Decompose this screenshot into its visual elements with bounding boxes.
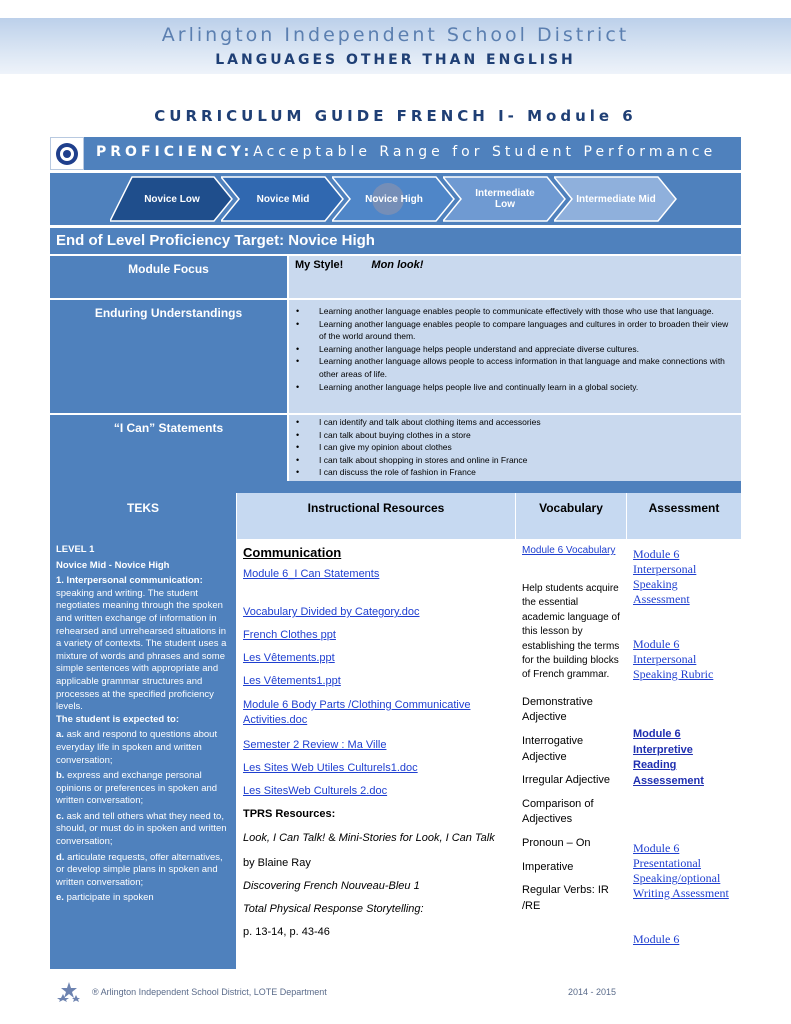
tprs-book-title: Mini-Stories for Look, I Can Talk: [338, 832, 495, 844]
tprs-amp: &: [325, 832, 339, 844]
department-title: LANGUAGES OTHER THAN ENGLISH: [215, 52, 576, 68]
resources-header: Instructional Resources: [237, 493, 515, 539]
assessment-column: [627, 539, 741, 969]
i-can-statements-link[interactable]: Module 6_I Can Statements: [243, 568, 380, 580]
module-focus-english: My Style!: [295, 259, 344, 271]
resource-link[interactable]: Module 6 Body Parts /Clothing Communicative Activities.doc: [243, 699, 471, 726]
list-item: • Learning another language enables people to compare languages and cultures in order to broaden their view of the world around them.: [319, 318, 733, 343]
end-of-level-target: End of Level Proficiency Target: Novice High: [50, 228, 741, 254]
footer-year: 2014 - 2015: [568, 987, 617, 997]
teks-item: [56, 729, 230, 767]
teks-item-letter: b.: [56, 770, 65, 782]
teks-item-text: articulate requests, offer alternatives, or develop simple plans in spoken and written conversation;: [56, 851, 223, 888]
i-can-row: [50, 415, 741, 481]
list-item: • Learning another language helps people live and continually learn in a global society.: [319, 381, 733, 394]
list-item: • Learning another language helps people understand and appreciate diverse cultures.: [319, 343, 733, 356]
resource-link[interactable]: Les Sites Web Utiles Culturels1.doc: [243, 762, 418, 774]
teks-level: LEVEL 1: [56, 544, 95, 555]
guide-title: CURRICULUM GUIDE FRENCH I- Module 6: [154, 107, 637, 125]
proficiency-text: [96, 144, 716, 160]
tprs-book-2: Discovering French Nouveau-Bleu 1: [243, 880, 420, 892]
vocabulary-description: Help students acquire the essential academic language of this lesson by establishing the terms for the building blocks of French grammar.: [522, 583, 620, 681]
teks-item-text: ask and tell others what they need to, should, or must do in spoken and written conversation;: [56, 810, 227, 848]
resource-link[interactable]: Les Vêtements.ppt: [243, 652, 335, 664]
list-item: • I can talk about buying clothes in a store: [319, 429, 733, 442]
level-intermediate-low: [443, 173, 567, 225]
footer: [56, 980, 746, 1010]
district-title: Arlington Independent School District: [161, 24, 630, 46]
footer-copyright: ® Arlington Independent School District, LOTE Department: [92, 987, 327, 997]
enduring-understandings-row: [50, 300, 741, 413]
assessment-link[interactable]: Module 6 Presentational Speaking/optional Writing Assessment: [633, 841, 729, 901]
resource-link[interactable]: Semester 2 Review : Ma Ville: [243, 739, 387, 751]
vocabulary-link[interactable]: Module 6 Vocabulary: [522, 545, 616, 556]
resource-link[interactable]: Vocabulary Divided by Category.doc: [243, 606, 420, 618]
level-novice-high: [332, 173, 456, 225]
level-label: Intermediate Low: [475, 188, 535, 210]
list-item: • I can talk about shopping in stores and online in France: [319, 454, 733, 467]
vocabulary-header: Vocabulary: [516, 493, 626, 539]
i-can-label: “I Can” Statements: [50, 415, 287, 481]
section-divider: [50, 481, 741, 493]
tprs-book-title: Look, I Can Talk!: [243, 832, 326, 844]
teks-column: [50, 539, 236, 969]
vocabulary-term: Regular Verbs: IR /RE: [522, 884, 609, 912]
level-novice-low: [110, 173, 234, 225]
enduring-understandings-label: Enduring Understandings: [50, 300, 287, 413]
proficiency-levels: [50, 173, 741, 225]
tprs-heading: TPRS Resources:: [243, 808, 336, 820]
resource-link[interactable]: French Clothes ppt: [243, 629, 336, 641]
level-label: Novice Mid: [256, 193, 310, 205]
teks-standard-title: 1. Interpersonal communication:: [56, 575, 203, 587]
teks-item-letter: a.: [56, 729, 64, 741]
teks-expected: The student is expected to:: [56, 713, 179, 725]
proficiency-bar: [50, 137, 741, 170]
teks-item: [56, 892, 230, 905]
teks-item-letter: e.: [56, 892, 64, 904]
module-focus-value: [289, 256, 741, 298]
proficiency-label: PROFICIENCY:: [96, 144, 254, 160]
level-label: Novice Low: [144, 193, 200, 205]
assessment-link[interactable]: Module 6 Interpersonal Speaking Rubric: [633, 637, 714, 681]
vocabulary-term: Interrogative Adjective: [522, 735, 584, 763]
level-label: Intermediate Mid: [576, 193, 656, 205]
teks-item-letter: d.: [56, 851, 65, 863]
vocabulary-term: Demonstrative Adjective: [522, 695, 593, 724]
i-can-value: [289, 415, 741, 481]
vocabulary-column: [516, 539, 626, 969]
enduring-understandings-value: [289, 300, 741, 413]
list-item: • Learning another language allows people to access information in that language and make connections with other areas of life.: [319, 355, 733, 380]
resource-link[interactable]: Les Vêtements1.ppt: [243, 675, 341, 687]
module-focus-row: [50, 256, 741, 298]
tprs-pages: p. 13-14, p. 43-46: [243, 926, 330, 938]
module-focus-label: Module Focus: [50, 256, 287, 298]
teks-item: [56, 770, 230, 808]
level-intermediate-mid: [554, 173, 678, 225]
teks-item-text: participate in spoken: [66, 892, 154, 904]
teks-item-text: express and exchange personal opinions or preferences in spoken and written conversation;: [56, 770, 218, 807]
module-focus-french: Mon look!: [371, 259, 424, 271]
list-item: • I can give my opinion about clothes: [319, 441, 733, 454]
vocabulary-term: Imperative: [522, 860, 574, 873]
resources-column: [237, 539, 515, 969]
proficiency-description: Acceptable Range for Student Performance: [253, 144, 717, 160]
teks-item: [56, 852, 230, 890]
vocabulary-term: Comparison of Adjectives: [522, 797, 594, 826]
teks-standard-text: speaking and writing. The student negotiates meaning through the spoken and written exchange of information in rehearsed and unrehearsed situations in a variety of contexts. The student uses a mixture of words and phrases and some simple sentences with appropriate and applicable grammar structures and processes at the specified proficiency levels.: [56, 587, 227, 713]
assessment-link[interactable]: Module 6: [633, 932, 680, 947]
target-icon: [50, 137, 84, 170]
list-item: • I can discuss the role of fashion in France: [319, 466, 733, 479]
teks-item: [56, 811, 230, 849]
list-item: • I can identify and talk about clothing items and accessories: [319, 416, 733, 429]
vocabulary-term: Pronoun – On: [522, 837, 591, 849]
district-logo-icon: [56, 980, 82, 1004]
tprs-book-3: Total Physical Response Storytelling:: [243, 903, 424, 915]
level-novice-mid: [221, 173, 345, 225]
tprs-book-1: [243, 831, 509, 846]
vocabulary-term: Irregular Adjective: [522, 774, 611, 787]
assessment-link[interactable]: Module 6 Interpretive Reading Assessement: [633, 728, 704, 787]
teks-range: Novice Mid - Novice High: [56, 559, 170, 571]
teks-item-text: ask and respond to questions about everyday life in spoken and written conversation;: [56, 729, 218, 766]
assessment-header: Assessment: [627, 493, 741, 539]
tprs-author: by Blaine Ray: [243, 857, 311, 869]
teks-header: TEKS: [50, 493, 236, 539]
teks-standard: [56, 575, 230, 714]
teks-item-letter: c.: [56, 810, 64, 822]
level-label: Novice High: [365, 193, 423, 205]
resource-link[interactable]: Les SitesWeb Culturels 2.doc: [243, 785, 388, 797]
communication-heading: Communication: [243, 545, 342, 560]
list-item: • Learning another language enables people to communicate effectively with those who use that language.: [319, 305, 733, 318]
assessment-link[interactable]: Module 6 Interpersonal Speaking Assessment: [633, 547, 697, 606]
